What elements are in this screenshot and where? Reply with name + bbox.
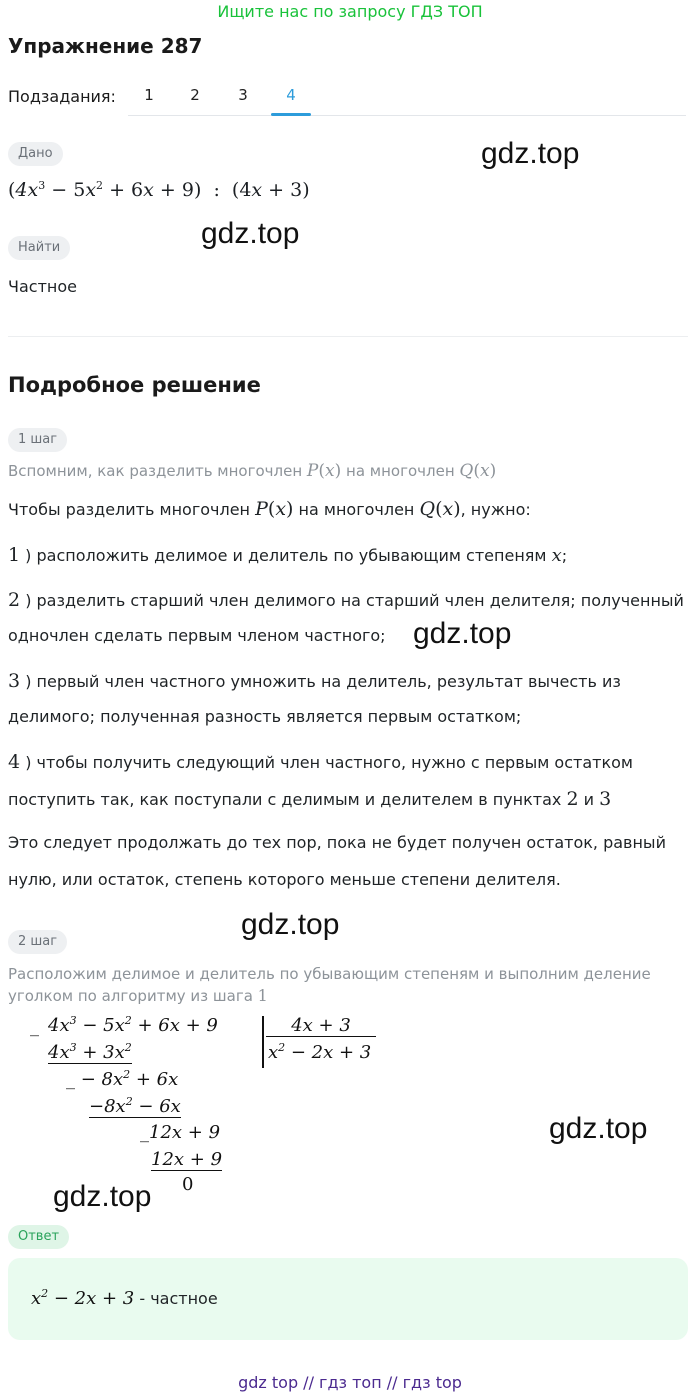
subtrahend-1: $4x^3 + 3x^2$ [48, 1041, 132, 1063]
answer-pill: Ответ [8, 1225, 69, 1249]
step1-item-3-line1: 3 ) первый член частного умножить на делитель, результат вычесть из [8, 670, 621, 692]
answer-content [31, 1288, 218, 1309]
step1-item-4-line2: поступить так, как поступали с делимым и делителем в пунктах 2 и 3 [8, 788, 612, 810]
minus-sign: _ [30, 1016, 39, 1037]
dividend: $4x^3 - 5x^2 + 6x + 9$ [48, 1014, 218, 1036]
footer-links[interactable]: gdz top // гдз топ // гдз top [238, 1373, 462, 1392]
watermark: gdz.top [549, 1112, 648, 1145]
given-pill: Дано [8, 142, 63, 166]
find-value: Частное [8, 277, 77, 296]
given-expression: $(4x^3 - 5x^2 + 6x + 9)$ : (4x + 3) [8, 179, 310, 201]
division-bar [262, 1016, 264, 1068]
watermark: gdz.top [413, 617, 512, 650]
tabs-baseline [128, 115, 686, 116]
tab-subtask-1[interactable]: 1 [144, 86, 154, 104]
subtasks-label: Подзадания: [8, 87, 116, 106]
step1-item-2-line2: одночлен сделать первым членом частного; [8, 626, 386, 645]
active-tab-indicator [271, 113, 311, 116]
remainder-1: _ − $8x^2 + 6x$ [66, 1068, 179, 1090]
tab-subtask-3[interactable]: 3 [238, 86, 248, 104]
subtrahend-3: 12x + 9 [151, 1149, 223, 1170]
watermark: gdz.top [201, 217, 300, 250]
section-divider [8, 336, 688, 337]
step1-conclusion-line2: нулю, или остаток, степень которого меньше степени делителя. [8, 870, 561, 889]
step2-pill: 2 шаг [8, 930, 67, 954]
step1-item-3-line2: делимого; полученная разность является первым остатком; [8, 707, 522, 726]
answer-expression: $x^2 - 2x + 3$ [31, 1287, 135, 1309]
step1-intro: Чтобы разделить многочлен P(x) на многочлен Q(x), нужно: [8, 498, 531, 520]
tab-subtask-2[interactable]: 2 [190, 86, 200, 104]
search-banner[interactable]: Ищите нас по запросу ГДЗ ТОП [217, 2, 483, 21]
step2-hint-line2: уголком по алгоритму из шага 1 [8, 986, 268, 1005]
step1-item-2-line1: 2 ) разделить старший член делимого на старший член делителя; полученный [8, 589, 684, 611]
step1-item-4-line1: 4 ) чтобы получить следующий член частного, нужно с первым остатком [8, 751, 633, 773]
watermark: gdz.top [241, 908, 340, 941]
subtrahend-2: $-8x^2 - 6x$ [89, 1095, 181, 1117]
step1-pill: 1 шаг [8, 428, 67, 452]
quotient: $x^2 - 2x + 3$ [268, 1041, 372, 1063]
step1-conclusion-line1: Это следует продолжать до тех пор, пока не будет получен остаток, равный [8, 833, 666, 852]
tab-subtask-4[interactable]: 4 [286, 86, 296, 104]
solution-heading: Подробное решение [8, 373, 261, 397]
watermark: gdz.top [481, 137, 580, 170]
remainder-2: _12x + 9 [140, 1122, 221, 1143]
answer-text: - частное [134, 1289, 218, 1308]
find-pill: Найти [8, 236, 70, 260]
step1-item-1: 1 ) расположить делимое и делитель по убывающим степеням x; [8, 544, 568, 566]
step1-hint: Вспомним, как разделить многочлен P(x) на многочлен Q(x) [8, 461, 497, 481]
page-title: Упражнение 287 [8, 34, 203, 58]
watermark: gdz.top [53, 1180, 152, 1213]
final-remainder: 0 [182, 1174, 194, 1195]
step2-hint-line1: Расположим делимое и делитель по убывающим степеням и выполним деление [8, 965, 651, 983]
divisor: 4x + 3 [266, 1015, 376, 1037]
